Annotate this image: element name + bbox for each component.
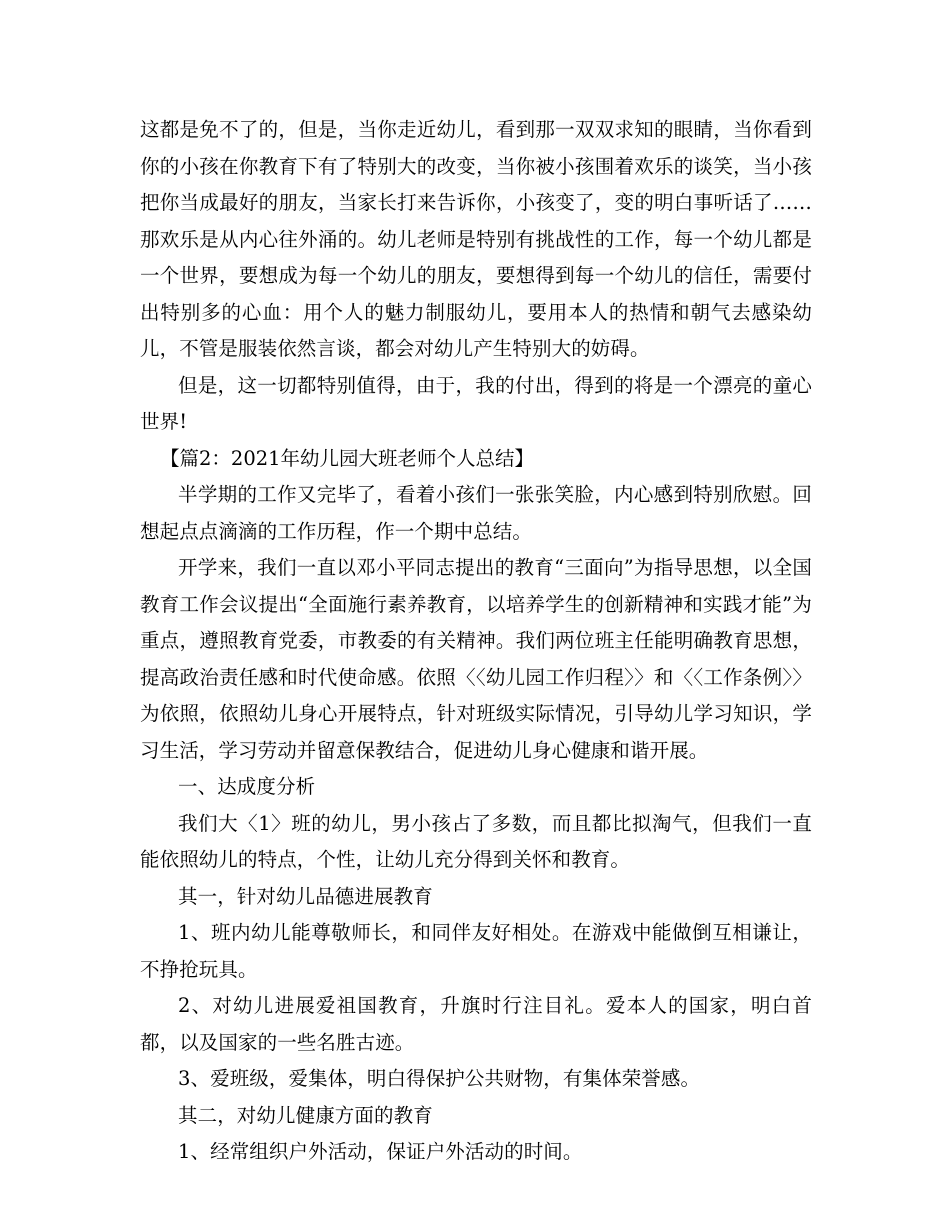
list-item-patriotism: 2、对幼儿进展爱祖国教育，升旗时行注目礼。爱本人的国家，明白首都，以及国家的一些名胜古迹。: [140, 994, 812, 1054]
paragraph-guiding-ideas: 开学来，我们一直以邓小平同志提出的教育“三面向”为指导思想，以全国教育工作会议提出“全面施行素养教育，以培养学生的创新精神和实践才能”为重点，遵照教育党委，市教委的有关精神。我们两位班主任能明确教育思想，提高政治责任感和时代使命感。依照〈〈幼儿园工作归程〉〉和〈〈工作条例〉〉为依照，依照幼儿身心开展特点，针对班级实际情况，引导幼儿学习知识，学习生活，学习劳动并留意保教结合，促进幼儿身心健康和谐开展。: [140, 556, 812, 762]
paragraph-worth-it: 但是，这一切都特别值得，由于，我的付出，得到的将是一个漂亮的童心世界!: [140, 373, 812, 433]
paragraph-class-overview: 我们大〈1〉班的幼儿，男小孩占了多数，而且都比拟淘气，但我们一直能依照幼儿的特点，个性，让幼儿充分得到关怀和教育。: [140, 811, 812, 871]
subheading-moral-education: 其一，针对幼儿品德进展教育: [178, 884, 433, 908]
subheading-achievement-analysis: 一、达成度分析: [178, 775, 316, 798]
list-item-respect-teachers: 1、班内幼儿能尊敬师长，和同伴友好相处。在游戏中能做倒互相谦让，不挣抢玩具。: [140, 921, 812, 981]
subheading-health-education: 其二，对幼儿健康方面的教育: [178, 1103, 433, 1127]
document-page: [140, 112, 812, 1171]
section-heading-part-2: 【篇2：2021年幼儿园大班老师个人总结】: [160, 446, 535, 470]
paragraph-semester-end: 半学期的工作又完毕了，看着小孩们一张张笑脸，内心感到特别欣慰。回想起点点滴滴的工作历程，作一个期中总结。: [140, 483, 812, 543]
list-item-outdoor-activities: 1、经常组织户外活动，保证户外活动的时间。: [178, 1140, 583, 1163]
list-item-love-class: 3、爱班级，爱集体，明白得保护公共财物，有集体荣誉感。: [178, 1067, 701, 1090]
paragraph-continuation: 这都是免不了的，但是，当你走近幼儿，看到那一双双求知的眼睛，当你看到你的小孩在你教育下有了特别大的改变，当你被小孩围着欢乐的谈笑，当小孩把你当成最好的朋友，当家长打来告诉你，小孩变了，变的明白事听话了……那欢乐是从内心往外涌的。幼儿老师是特别有挑战性的工作，每一个幼儿都是一个世界，要想成为每一个幼儿的朋友，要想得到每一个幼儿的信任，需要付出特别多的心血：用个人的魅力制服幼儿，要用本人的热情和朝气去感染幼儿，不管是服装依然言谈，都会对幼儿产生特别大的妨碍。: [140, 118, 812, 360]
